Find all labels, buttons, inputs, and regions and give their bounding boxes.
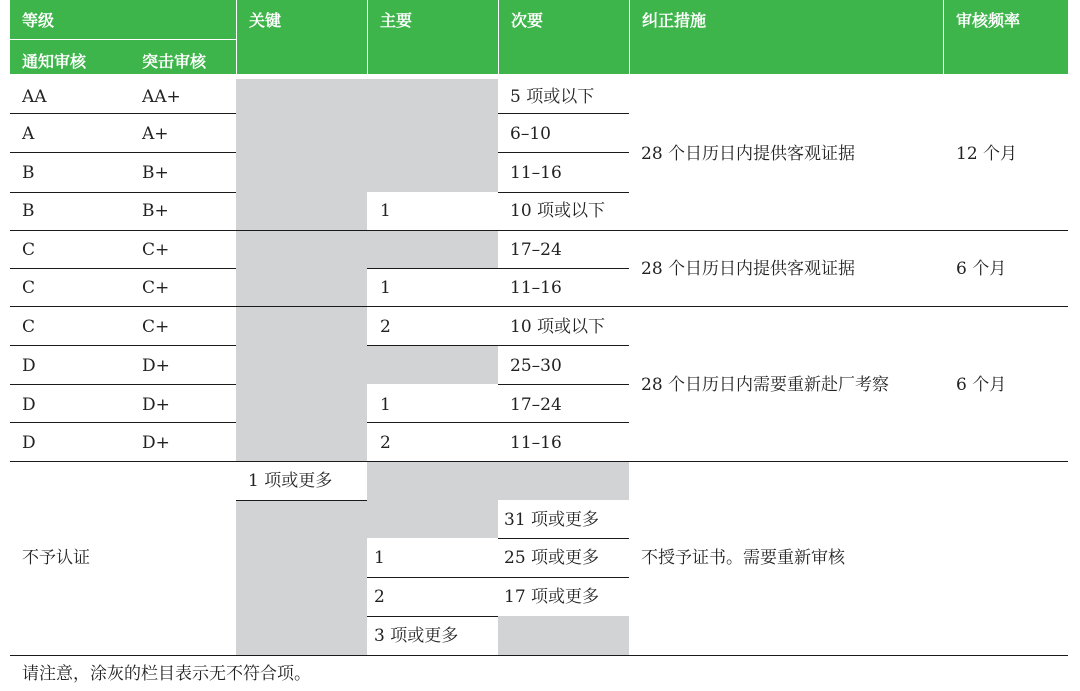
- row-surprise: AA+: [142, 87, 181, 107]
- row-surprise: C+: [142, 317, 170, 337]
- row-notice: D: [22, 356, 36, 376]
- group-action: 28 个日历日内需要重新赴厂考察: [641, 375, 890, 395]
- row-minor: 11–16: [510, 433, 562, 453]
- header-divider: [10, 39, 236, 40]
- row-minor: 17–24: [510, 395, 562, 415]
- fail-critical: 1 项或更多: [248, 471, 333, 491]
- gray-cell: [367, 461, 629, 500]
- gray-cell: [236, 500, 498, 538]
- row-notice: C: [22, 317, 36, 337]
- fail-minor: 31 项或更多: [504, 510, 600, 530]
- fail-major: 1: [374, 548, 385, 568]
- fail-major: 3 项或更多: [374, 626, 459, 646]
- row-major: 1: [380, 395, 391, 415]
- row-notice: D: [22, 395, 36, 415]
- gray-cell: [236, 384, 367, 461]
- group-action: 28 个日历日内提供客观证据: [641, 259, 856, 279]
- row-notice: A: [22, 124, 35, 144]
- row-notice: B: [22, 201, 35, 221]
- gray-cell: [236, 230, 498, 268]
- fail-major: 2: [374, 587, 385, 607]
- row-surprise: A+: [142, 124, 169, 144]
- header-critical: 关键: [237, 0, 367, 74]
- row-minor: 17–24: [510, 240, 562, 260]
- row-notice: D: [22, 433, 36, 453]
- group-frequency: 12 个月: [956, 144, 1018, 164]
- fail-minor: 17 项或更多: [504, 587, 600, 607]
- header-grade: 等级: [10, 0, 236, 40]
- fail-grade: 不予认证: [22, 548, 90, 568]
- row-surprise: D+: [142, 433, 170, 453]
- row-notice: AA: [22, 87, 47, 107]
- group-frequency: 6 个月: [956, 375, 1007, 395]
- row-minor: 11–16: [510, 278, 562, 298]
- row-surprise: C+: [142, 240, 170, 260]
- group-action: 28 个日历日内提供客观证据: [641, 144, 856, 164]
- footnote: 请注意，涂灰的栏目表示无不符合项。: [22, 664, 311, 684]
- row-major: 2: [380, 433, 391, 453]
- header-audit-frequency: 审核频率: [944, 0, 1068, 74]
- row-notice: B: [22, 163, 35, 183]
- gray-cell: [236, 79, 498, 192]
- row-surprise: C+: [142, 278, 170, 298]
- row-major: 1: [380, 201, 391, 221]
- header-corrective-action: 纠正措施: [630, 0, 943, 74]
- row-minor: 11–16: [510, 163, 562, 183]
- fail-action: 不授予证书。需要重新审核: [641, 548, 845, 568]
- row-surprise: D+: [142, 356, 170, 376]
- row-notice: C: [22, 240, 36, 260]
- row-surprise: B+: [142, 163, 169, 183]
- gray-cell: [236, 538, 367, 655]
- gray-cell: [236, 192, 367, 230]
- row-minor: 25–30: [510, 356, 562, 376]
- row-minor: 5 项或以下: [510, 87, 595, 107]
- row-minor: 10 项或以下: [510, 317, 606, 337]
- header-minor: 次要: [499, 0, 629, 74]
- row-minor: 6–10: [510, 124, 551, 144]
- row-major: 2: [380, 317, 391, 337]
- row-surprise: D+: [142, 395, 170, 415]
- group-frequency: 6 个月: [956, 259, 1007, 279]
- row-major: 1: [380, 278, 391, 298]
- header-major: 主要: [368, 0, 498, 74]
- row-minor: 10 项或以下: [510, 201, 606, 221]
- header-surprise-audit: 突击审核: [130, 40, 236, 74]
- gray-cell: [236, 345, 498, 384]
- grading-table: [10, 0, 1068, 691]
- header-notice-audit: 通知审核: [10, 40, 130, 74]
- gray-cell: [498, 616, 629, 655]
- row-surprise: B+: [142, 201, 169, 221]
- fail-minor: 25 项或更多: [504, 548, 600, 568]
- row-notice: C: [22, 278, 36, 298]
